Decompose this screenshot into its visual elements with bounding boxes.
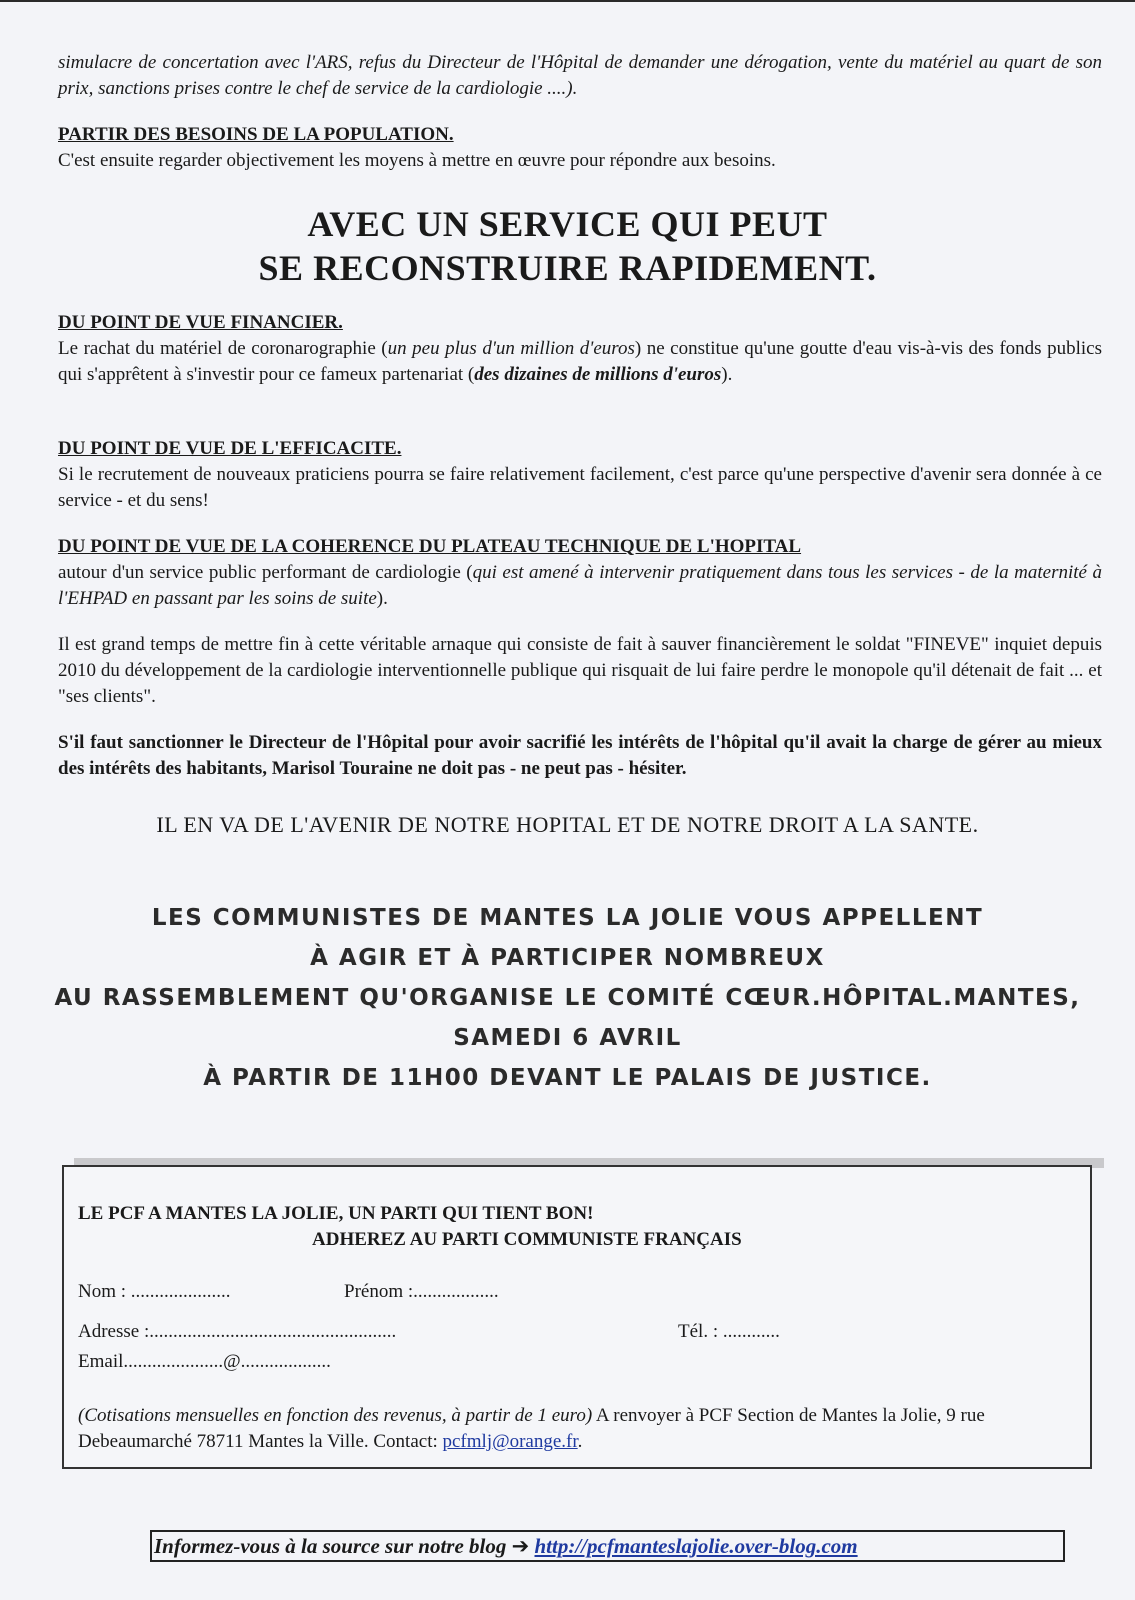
arrow-right-icon: ➔: [511, 1534, 530, 1558]
section-coherence-text: autour d'un service public performant de cardiologie (qui est amené à intervenir pratiquement dans tous les services - de la maternité à l'EHPAD en passant par les soins de suite).: [58, 562, 1102, 609]
section-population-heading: PARTIR DES BESOINS DE LA POPULATION.: [58, 124, 454, 145]
section-efficacite-text: Si le recrutement de nouveaux praticiens pourra se faire relativement facilement, c'est parce qu'une perspective d'avenir sera donnée à ce service - et du sens!: [58, 464, 1102, 511]
section-coherence: [58, 534, 1102, 612]
form-tel-field[interactable]: Tél. : ............: [678, 1321, 780, 1342]
call-to-action-line1: LES COMMUNISTES DE MANTES LA JOLIE VOUS APPELLENT: [151, 905, 984, 931]
form-title2: ADHEREZ AU PARTI COMMUNISTE FRANÇAIS: [312, 1229, 742, 1250]
call-to-action-line5: À PARTIR DE 11H00 DEVANT LE PALAIS DE JUSTICE.: [203, 1065, 932, 1091]
form-email-field[interactable]: Email.....................@...................: [78, 1351, 331, 1372]
paragraph-arnaque: Il est grand temps de mettre fin à cette véritable arnaque qui consiste de fait à sauver financièrement le soldat "FINEVE" inquiet depuis 2010 du développement de la cardiologie interventionnelle publique qui risquait de lui faire perdre le monopole qu'il détenait de fait ... et "ses clients".: [58, 634, 1102, 707]
form-nom-field[interactable]: Nom : .....................: [78, 1281, 231, 1302]
intro-continuation: simulacre de concertation avec l'ARS, refus du Directeur de l'Hôpital de demander une dérogation, vente du matériel au quart de son prix, sanctions prises contre le chef de service de la cardiologie ....).: [58, 52, 1102, 99]
form-note: (Cotisations mensuelles en fonction des revenus, à partir de 1 euro) A renvoyer à PCF Section de Mantes la Jolie, 9 rue Debeaumarché 78711 Mantes la Ville. Contact: pcfmlj@orange.fr.: [78, 1405, 985, 1452]
footer-blog-banner: [150, 1530, 1065, 1562]
section-population-text: C'est ensuite regarder objectivement les moyens à mettre en œuvre pour répondre aux besoins.: [58, 150, 776, 171]
main-title-line1: AVEC UN SERVICE QUI PEUT: [307, 204, 828, 244]
section-coherence-heading: DU POINT DE VUE DE LA COHERENCE DU PLATEAU TECHNIQUE DE L'HOPITAL: [58, 536, 802, 557]
slogan: IL EN VA DE L'AVENIR DE NOTRE HOPITAL ET DE NOTRE DROIT A LA SANTE.: [156, 812, 979, 837]
call-to-action-line3: AU RASSEMBLEMENT QU'ORGANISE LE COMITÉ CŒUR.HÔPITAL.MANTES,: [54, 985, 1081, 1011]
section-efficacite-heading: DU POINT DE VUE DE L'EFFICACITE.: [58, 438, 402, 459]
footer-text: Informez-vous à la source sur notre blog: [154, 1534, 512, 1558]
section-population: [58, 122, 1102, 174]
blog-url-link[interactable]: http://pcfmanteslajolie.over-blog.com: [534, 1534, 858, 1558]
section-financier-text: Le rachat du matériel de coronarographie (un peu plus d'un million d'euros) ne constitue qu'une goutte d'eau vis-à-vis des fonds publics qui s'apprêtent à s'investir pour ce fameux partenariat (des dizaines de millions d'euros).: [58, 338, 1102, 385]
call-to-action-line2: À AGIR ET À PARTICIPER NOMBREUX: [310, 945, 825, 971]
form-adresse-field[interactable]: Adresse :....................................................: [78, 1321, 397, 1342]
section-financier-heading: DU POINT DE VUE FINANCIER.: [58, 312, 343, 333]
call-to-action-line4: SAMEDI 6 AVRIL: [453, 1025, 682, 1051]
form-prenom-field[interactable]: Prénom :..................: [344, 1281, 499, 1302]
main-title-line2: SE RECONSTRUIRE RAPIDEMENT.: [258, 248, 877, 288]
section-financier: [58, 310, 1102, 388]
top-border: [0, 0, 1135, 2]
membership-form-box: [62, 1165, 1092, 1469]
form-title1: LE PCF A MANTES LA JOLIE, UN PARTI QUI TIENT BON!: [78, 1203, 594, 1224]
section-efficacite: [58, 436, 1102, 514]
contact-email-link[interactable]: pcfmlj@orange.fr: [442, 1431, 578, 1452]
paragraph-sanction: S'il faut sanctionner le Directeur de l'Hôpital pour avoir sacrifié les intérêts de l'hôpital qu'il avait la charge de gérer au mieux des intérêts des habitants, Marisol Touraine ne doit pas - ne peut pas - hésiter.: [58, 732, 1102, 779]
